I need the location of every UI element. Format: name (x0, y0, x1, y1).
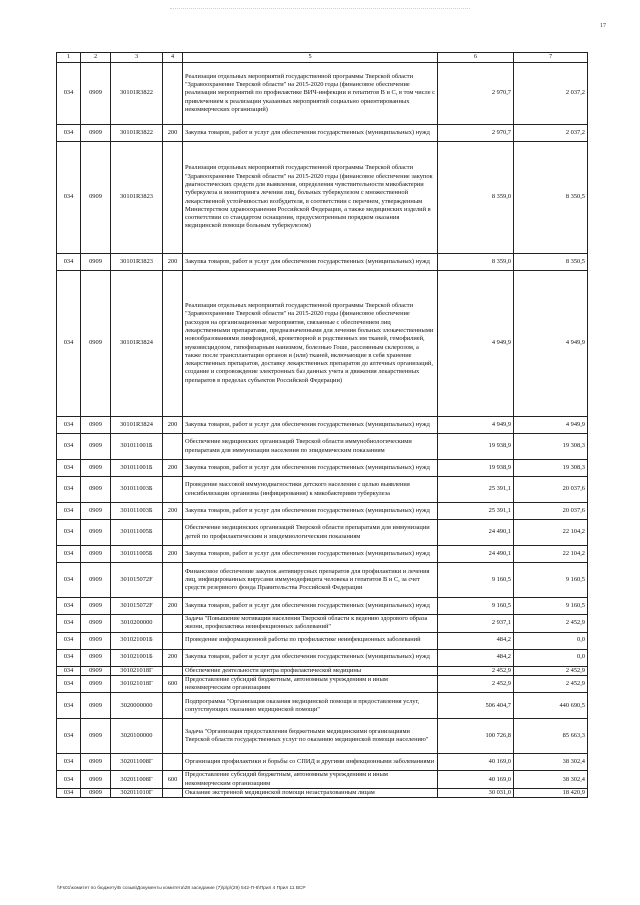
cell-value-actual: 19 308,3 (514, 434, 588, 460)
table-row (57, 142, 588, 254)
cell-target-code: 301011005Б (111, 520, 163, 546)
cell-target-code: 30101R3822 (111, 125, 163, 142)
header-col-5: 5 (183, 53, 438, 63)
cell-section-code: 0909 (81, 63, 111, 125)
table-row (57, 477, 588, 503)
cell-target-code: 301015072F (111, 598, 163, 615)
table-row (57, 598, 588, 615)
table-row (57, 434, 588, 460)
cell-description: Проведение информационной работы по профилактике неинфекционных заболеваний (183, 632, 438, 649)
cell-admin-code: 034 (57, 477, 81, 503)
cell-description: Предоставление субсидий бюджетным, автономным учреждениям и иным некоммерческим организациям (183, 771, 438, 789)
cell-section-code: 0909 (81, 771, 111, 789)
cell-value-planned: 484,2 (438, 632, 514, 649)
cell-expense-type (163, 271, 183, 417)
cell-section-code: 0909 (81, 142, 111, 254)
header-col-7: 7 (514, 53, 588, 63)
cell-target-code: 301015072F (111, 563, 163, 598)
cell-value-actual: 8 350,5 (514, 254, 588, 271)
cell-expense-type (163, 477, 183, 503)
cell-value-actual: 9 160,5 (514, 563, 588, 598)
cell-value-actual: 4 949,9 (514, 417, 588, 434)
cell-target-code: 301011001Б (111, 434, 163, 460)
cell-description: Закупка товаров, работ и услуг для обеспечения государственных (муниципальных) нужд (183, 460, 438, 477)
cell-description: Закупка товаров, работ и услуг для обеспечения государственных (муниципальных) нужд (183, 125, 438, 142)
cell-description: Обеспечение медицинских организаций Тверской области иммунобиологическими препаратами для иммунизации населения по эпидемическим показаниям (183, 434, 438, 460)
cell-value-actual: 38 302,4 (514, 754, 588, 771)
cell-expense-type: 600 (163, 675, 183, 693)
cell-section-code: 0909 (81, 271, 111, 417)
cell-expense-type (163, 666, 183, 675)
cell-target-code: 30101R3823 (111, 254, 163, 271)
cell-admin-code: 034 (57, 693, 81, 719)
cell-admin-code: 034 (57, 434, 81, 460)
cell-section-code: 0909 (81, 546, 111, 563)
cell-expense-type: 200 (163, 598, 183, 615)
cell-target-code: 3020100000 (111, 719, 163, 754)
cell-section-code: 0909 (81, 693, 111, 719)
cell-value-actual: 8 350,5 (514, 142, 588, 254)
cell-description: Оказание экстренной медицинской помощи незастрахованным лицам (183, 789, 438, 798)
cell-value-planned: 40 169,0 (438, 771, 514, 789)
cell-expense-type (163, 63, 183, 125)
table-row (57, 503, 588, 520)
cell-value-planned: 2 970,7 (438, 125, 514, 142)
cell-value-planned: 100 726,8 (438, 719, 514, 754)
cell-admin-code: 034 (57, 666, 81, 675)
cell-description: Предоставление субсидий бюджетным, автономным учреждениям и иным некоммерческим организациям (183, 675, 438, 693)
cell-value-planned: 484,2 (438, 649, 514, 666)
cell-value-planned: 2 970,7 (438, 63, 514, 125)
table-row (57, 520, 588, 546)
cell-value-actual: 2 452,9 (514, 615, 588, 633)
cell-value-actual: 20 037,6 (514, 477, 588, 503)
cell-description: Реализация отдельных мероприятий государственной программы Тверской области "Здравоохранение Тверской области" на 2015-2020 годы (финансовое обеспечение реализации мероприятий по профилактике ВИЧ-инфекции и гепатитов B и C, в том числе с привлечением к реализации указанных мероприятий социально ориентированных некоммерческих организаций) (183, 63, 438, 125)
cell-target-code: 301021018Г (111, 666, 163, 675)
cell-expense-type: 200 (163, 125, 183, 142)
table-body (57, 63, 588, 798)
cell-admin-code: 034 (57, 125, 81, 142)
cell-description: Обеспечение медицинских организаций Тверской области препаратами для иммунизации детей по профилактическим и эпидемиологическим показаниям (183, 520, 438, 546)
table-row (57, 632, 588, 649)
cell-target-code: 301021018Г (111, 675, 163, 693)
cell-value-actual: 440 690,5 (514, 693, 588, 719)
cell-expense-type: 200 (163, 649, 183, 666)
table-row (57, 615, 588, 633)
cell-admin-code: 034 (57, 754, 81, 771)
header-col-1: 1 (57, 53, 81, 63)
cell-expense-type: 200 (163, 460, 183, 477)
cell-value-actual: 19 308,3 (514, 460, 588, 477)
cell-value-planned: 25 391,1 (438, 503, 514, 520)
cell-expense-type (163, 693, 183, 719)
header-col-2: 2 (81, 53, 111, 63)
cell-value-planned: 2 937,1 (438, 615, 514, 633)
cell-value-planned: 4 949,9 (438, 417, 514, 434)
cell-admin-code: 034 (57, 771, 81, 789)
cell-value-planned: 9 160,5 (438, 598, 514, 615)
cell-admin-code: 034 (57, 63, 81, 125)
cell-target-code: 302011010Г (111, 789, 163, 798)
table-row (57, 63, 588, 125)
cell-target-code: 30101R3823 (111, 142, 163, 254)
cell-value-actual: 2 037,2 (514, 63, 588, 125)
footer-file-path: \\Fs01\комитет по бюджету\Б созыв\Документы комитета\28 заседание (7)\р\р\(29) 542-П-6\Прил 4 Прил 11 ВСР (57, 886, 306, 891)
cell-admin-code: 034 (57, 615, 81, 633)
cell-value-planned: 19 938,9 (438, 460, 514, 477)
budget-table (56, 52, 588, 798)
cell-expense-type: 600 (163, 771, 183, 789)
cell-target-code: 302011008Г (111, 771, 163, 789)
cell-value-actual: 2 452,9 (514, 675, 588, 693)
table-row (57, 789, 588, 798)
page-number: 17 (600, 23, 606, 29)
table-row (57, 546, 588, 563)
cell-admin-code: 034 (57, 563, 81, 598)
cell-target-code: 301011003Б (111, 477, 163, 503)
cell-expense-type (163, 142, 183, 254)
cell-value-planned: 30 031,0 (438, 789, 514, 798)
cell-expense-type (163, 563, 183, 598)
cell-admin-code: 034 (57, 719, 81, 754)
cell-section-code: 0909 (81, 675, 111, 693)
table-row (57, 649, 588, 666)
cell-value-planned: 24 490,1 (438, 520, 514, 546)
cell-admin-code: 034 (57, 271, 81, 417)
cell-section-code: 0909 (81, 649, 111, 666)
table-row (57, 666, 588, 675)
cell-target-code: 30101R3822 (111, 63, 163, 125)
cell-description: Финансовое обеспечение закупок антивирусных препаратов для профилактики и лечения лиц, инфицированных вирусами иммунодефицита человека и гепатитов B и C, за счет средств резервного фонда Правительства Российской Федерации (183, 563, 438, 598)
cell-section-code: 0909 (81, 632, 111, 649)
cell-target-code: 301011005Б (111, 546, 163, 563)
cell-section-code: 0909 (81, 789, 111, 798)
header-row (57, 53, 588, 63)
cell-admin-code: 034 (57, 675, 81, 693)
cell-section-code: 0909 (81, 666, 111, 675)
cell-target-code: 30101R3824 (111, 271, 163, 417)
cell-description: Задача "Организация предоставления бюджетными медицинскими организациями Тверской области государственных услуг по оказанию медицинской помощи населению" (183, 719, 438, 754)
cell-value-planned: 2 452,9 (438, 666, 514, 675)
cell-value-actual: 20 037,6 (514, 503, 588, 520)
cell-target-code: 301011001Б (111, 460, 163, 477)
cell-description: Закупка товаров, работ и услуг для обеспечения государственных (муниципальных) нужд (183, 649, 438, 666)
cell-value-actual: 85 663,3 (514, 719, 588, 754)
cell-description: Закупка товаров, работ и услуг для обеспечения государственных (муниципальных) нужд (183, 503, 438, 520)
top-dotted-line (170, 8, 470, 11)
cell-value-actual: 38 302,4 (514, 771, 588, 789)
cell-expense-type (163, 719, 183, 754)
cell-expense-type (163, 754, 183, 771)
cell-value-planned: 8 359,0 (438, 254, 514, 271)
table-row (57, 460, 588, 477)
cell-value-planned: 4 949,9 (438, 271, 514, 417)
cell-admin-code: 034 (57, 503, 81, 520)
cell-value-actual: 22 104,2 (514, 546, 588, 563)
cell-expense-type (163, 615, 183, 633)
cell-section-code: 0909 (81, 754, 111, 771)
cell-description: Подпрограмма "Организация оказания медицинской помощи и предоставления услуг, сопутствующих оказанию медицинской помощи" (183, 693, 438, 719)
cell-section-code: 0909 (81, 520, 111, 546)
table-row (57, 417, 588, 434)
cell-description: Проведение массовой иммунодиагностики детского населения с целью выявления сенсибилизации организма (инфицирования) к микобактериям туберкулеза (183, 477, 438, 503)
table-row (57, 693, 588, 719)
table-row (57, 719, 588, 754)
cell-section-code: 0909 (81, 434, 111, 460)
cell-value-planned: 8 359,0 (438, 142, 514, 254)
cell-value-actual: 22 104,2 (514, 520, 588, 546)
cell-section-code: 0909 (81, 503, 111, 520)
header-col-6: 6 (438, 53, 514, 63)
cell-expense-type (163, 434, 183, 460)
cell-value-planned: 9 160,5 (438, 563, 514, 598)
cell-description: Организация профилактики и борьбы со СПИД и другими инфекционными заболеваниями (183, 754, 438, 771)
cell-section-code: 0909 (81, 719, 111, 754)
header-col-3: 3 (111, 53, 163, 63)
cell-value-planned: 2 452,9 (438, 675, 514, 693)
cell-expense-type: 200 (163, 417, 183, 434)
cell-value-actual: 18 420,9 (514, 789, 588, 798)
cell-description: Обеспечение деятельности центра профилактической медицины (183, 666, 438, 675)
cell-description: Реализация отдельных мероприятий государственной программы Тверской области "Здравоохранение Тверской области" на 2015-2020 годы (финансовое обеспечение закупок диагностических средств для выявления, определения чувствительности микобактерии туберкулеза и мониторинга лечения лиц, больных туберкулезом с множественной лекарственной устойчивостью возбудителя, в соответствии с перечнем, утвержденным Министерством здравоохранения Российской Федерации, а также медицинских изделий в соответствии со стандартом оснащения, предусмотренным порядком оказания медицинской помощи больным туберкулезом) (183, 142, 438, 254)
cell-description: Закупка товаров, работ и услуг для обеспечения государственных (муниципальных) нужд (183, 598, 438, 615)
cell-target-code: 3020000000 (111, 693, 163, 719)
cell-target-code: 301021001Б (111, 649, 163, 666)
cell-value-actual: 2 037,2 (514, 125, 588, 142)
cell-description: Задача "Повышение мотивации населения Тверской области к ведению здорового образа жизни, профилактика неинфекционных заболеваний" (183, 615, 438, 633)
cell-admin-code: 034 (57, 789, 81, 798)
cell-admin-code: 034 (57, 520, 81, 546)
cell-section-code: 0909 (81, 563, 111, 598)
table-row (57, 254, 588, 271)
cell-target-code: 301011003Б (111, 503, 163, 520)
cell-admin-code: 034 (57, 254, 81, 271)
table-row (57, 754, 588, 771)
cell-section-code: 0909 (81, 598, 111, 615)
cell-expense-type (163, 632, 183, 649)
table-row (57, 771, 588, 789)
cell-expense-type: 200 (163, 546, 183, 563)
cell-admin-code: 034 (57, 649, 81, 666)
cell-admin-code: 034 (57, 417, 81, 434)
cell-section-code: 0909 (81, 254, 111, 271)
cell-description: Реализация отдельных мероприятий государственной программы Тверской области "Здравоохранение Тверской области" на 2015-2020 годы (финансовое обеспечение расходов на организационные мероприятия, связанные с обеспечением лиц лекарственными препаратами, предназначенными для лечения больных злокачественными новообразованиями лимфоидной, кроветворной и родственных им тканей, гемофилией, муковисцидозом, гипофизарным нанизмом, болезнью Гоше, рассеянным склерозом, а также после трансплантации органов и (или) тканей, включающие в себя хранение лекарственных препаратов, доставку лекарственных препаратов до аптечных организаций, создание и сопровождение электронных баз данных учета и движения лекарственных препаратов в пределах субъектов Российской Федерации) (183, 271, 438, 417)
cell-section-code: 0909 (81, 417, 111, 434)
cell-description: Закупка товаров, работ и услуг для обеспечения государственных (муниципальных) нужд (183, 546, 438, 563)
table-row (57, 125, 588, 142)
cell-value-actual: 4 949,9 (514, 271, 588, 417)
cell-value-actual: 0,0 (514, 649, 588, 666)
cell-value-planned: 506 404,7 (438, 693, 514, 719)
cell-description: Закупка товаров, работ и услуг для обеспечения государственных (муниципальных) нужд (183, 417, 438, 434)
cell-description: Закупка товаров, работ и услуг для обеспечения государственных (муниципальных) нужд (183, 254, 438, 271)
cell-value-planned: 19 938,9 (438, 434, 514, 460)
table-row (57, 271, 588, 417)
cell-expense-type: 200 (163, 254, 183, 271)
cell-value-planned: 40 169,0 (438, 754, 514, 771)
cell-value-actual: 2 452,9 (514, 666, 588, 675)
cell-admin-code: 034 (57, 598, 81, 615)
table-row (57, 563, 588, 598)
cell-section-code: 0909 (81, 477, 111, 503)
cell-target-code: 302011008Г (111, 754, 163, 771)
cell-admin-code: 034 (57, 460, 81, 477)
cell-target-code: 3010200000 (111, 615, 163, 633)
cell-admin-code: 034 (57, 546, 81, 563)
cell-section-code: 0909 (81, 125, 111, 142)
cell-section-code: 0909 (81, 615, 111, 633)
cell-value-actual: 0,0 (514, 632, 588, 649)
cell-value-planned: 24 490,1 (438, 546, 514, 563)
cell-value-actual: 9 160,5 (514, 598, 588, 615)
cell-expense-type (163, 520, 183, 546)
cell-admin-code: 034 (57, 632, 81, 649)
cell-target-code: 30101R3824 (111, 417, 163, 434)
header-col-4: 4 (163, 53, 183, 63)
cell-expense-type: 200 (163, 503, 183, 520)
cell-expense-type (163, 789, 183, 798)
table-row (57, 675, 588, 693)
cell-target-code: 301021001Б (111, 632, 163, 649)
cell-section-code: 0909 (81, 460, 111, 477)
cell-value-planned: 25 391,1 (438, 477, 514, 503)
cell-admin-code: 034 (57, 142, 81, 254)
